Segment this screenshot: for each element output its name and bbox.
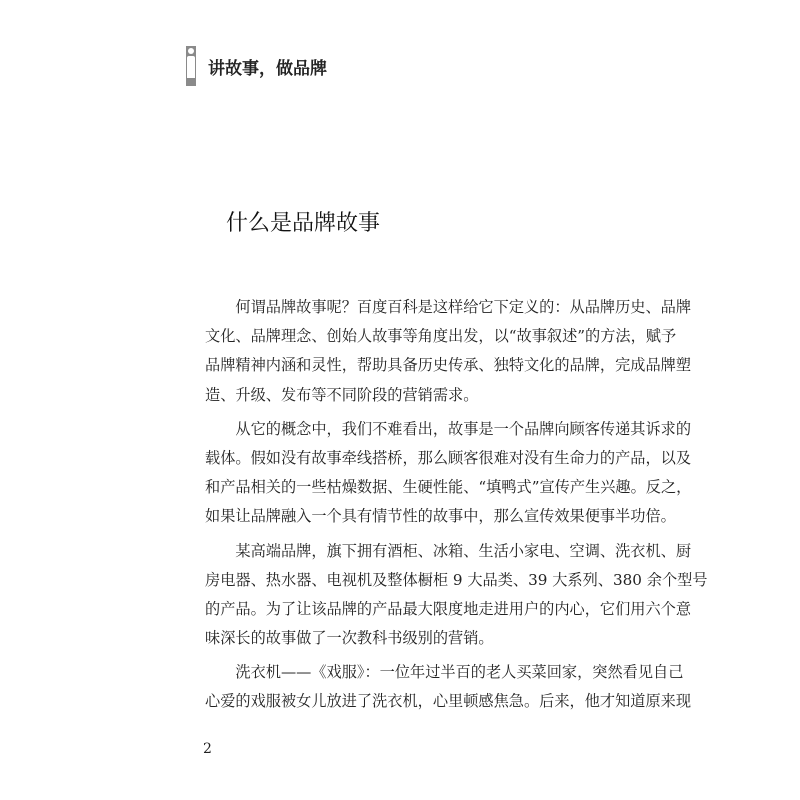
text-line: 味深长的故事做了一次教科书级别的营销。	[205, 629, 494, 648]
paragraph	[205, 293, 691, 410]
text-line: 何谓品牌故事呢？百度百科是这样给它下定义的：从品牌历史、品牌	[205, 298, 691, 316]
running-header	[186, 46, 327, 86]
text-line: 品牌精神内涵和灵性，帮助具备历史传承、独特文化的品牌，完成品牌塑	[205, 356, 691, 375]
paragraph	[205, 415, 692, 532]
running-header-title: 讲故事，做品牌	[208, 58, 327, 79]
section-title: 什么是品牌故事	[226, 211, 381, 236]
text-line: 洗衣机——《戏服》：一位年过半百的老人买菜回家，突然看见自己	[205, 663, 684, 682]
speaker-podium-icon	[186, 46, 200, 86]
paragraph	[205, 537, 708, 654]
text-line: 心爱的戏服被女儿放进了洗衣机，心里顿感焦急。后来，他才知道原来现	[205, 692, 691, 711]
text-line: 从它的概念中，我们不难看出，故事是一个品牌向顾客传递其诉求的	[205, 419, 691, 438]
text-line: 的产品。为了让该品牌的产品最大限度地走进用户的内心，它们用六个意	[205, 599, 691, 618]
body-text	[205, 293, 708, 717]
text-line: 造、升级、发布等不同阶段的营销需求。	[205, 385, 479, 404]
text-line: 载体。假如没有故事牵线搭桥，那么顾客很难对没有生命力的产品，以及	[205, 448, 691, 467]
text-line: 房电器、热水器、电视机及整体橱柜 9 大品类、39 大系列、380 余个型号	[205, 570, 708, 589]
text-line: 和产品相关的一些枯燥数据、生硬性能、“填鸭式”宣传产生兴趣。反之，	[205, 478, 692, 497]
text-line: 文化、品牌理念、创始人故事等角度出发，以“故事叙述”的方法，赋予	[205, 327, 677, 346]
text-line: 如果让品牌融入一个具有情节性的故事中，那么宣传效果便事半功倍。	[205, 507, 676, 526]
text-line: 某高端品牌，旗下拥有酒柜、冰箱、生活小家电、空调、洗衣机、厨	[205, 541, 691, 560]
paragraph	[205, 658, 691, 716]
page-number: 2	[203, 741, 212, 757]
